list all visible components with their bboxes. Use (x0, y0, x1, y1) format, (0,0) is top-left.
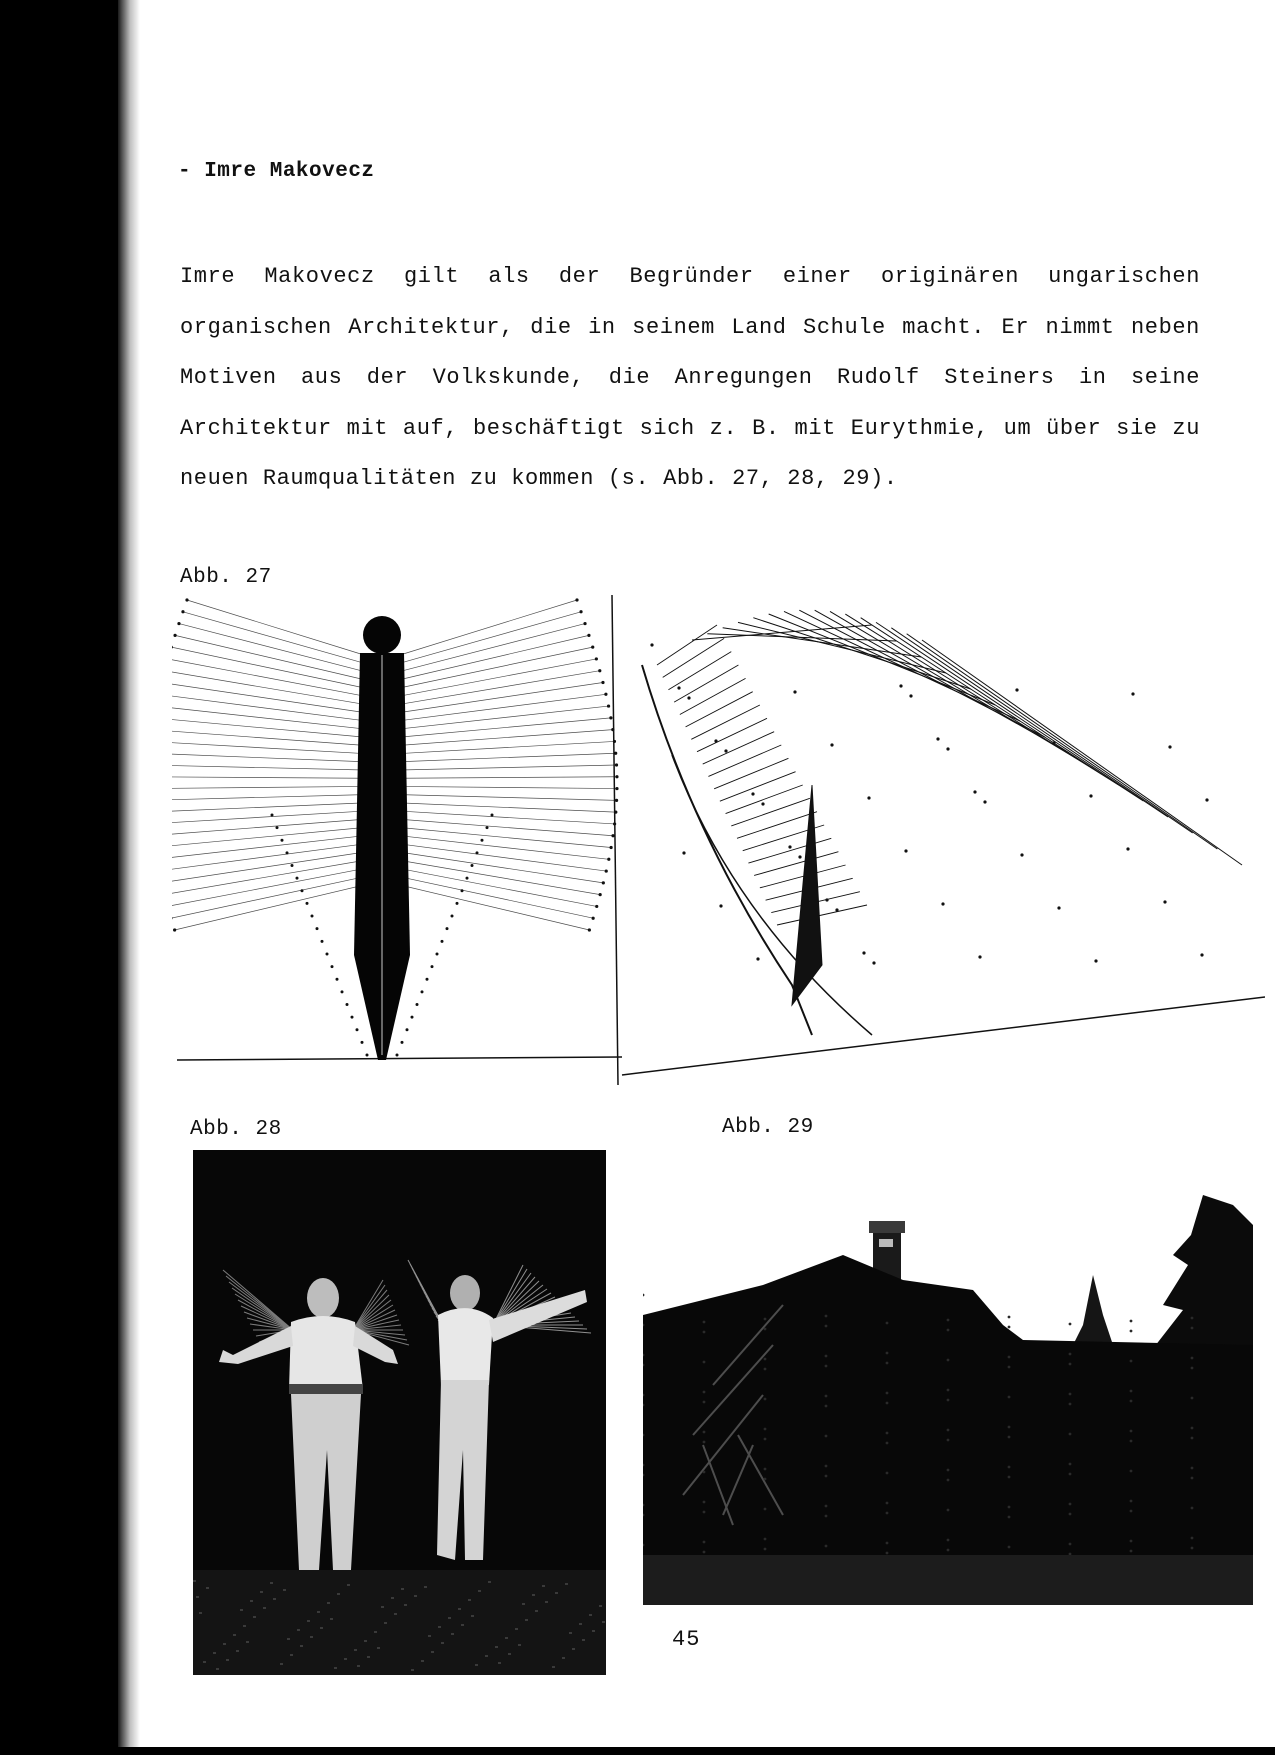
scan-binding-edge (0, 0, 118, 1755)
eurythmy-front-view (172, 598, 622, 1060)
figure-27-caption: Abb. 27 (180, 566, 272, 589)
figure-29-building-photo (643, 1195, 1253, 1605)
section-heading: - Imre Makovecz (178, 160, 375, 183)
scan-bottom-edge (0, 1747, 1275, 1755)
figure-28-eurythmy-photo (193, 1150, 606, 1675)
figure-29-caption: Abb. 29 (722, 1116, 814, 1139)
page-number: 45 (672, 1627, 701, 1652)
eurythmy-side-view (612, 595, 1265, 1085)
body-paragraph: Imre Makovecz gilt als der Begründer einer originären ungarischen organischen Architektur, die in seinem Land Schule macht. Er nimmt neben Motiven aus der Volkskunde, die Anregungen Rudolf Steiners in seine Architektur mit auf, beschäftigt sich z. B. mit Eurythmie, um über sie zu neuen Raumqualitäten zu kommen (s. Abb. 27, 28, 29). (180, 264, 1200, 491)
figure-28-caption: Abb. 28 (190, 1118, 282, 1141)
figure-27-eurythmy-drawing (172, 585, 1265, 1090)
